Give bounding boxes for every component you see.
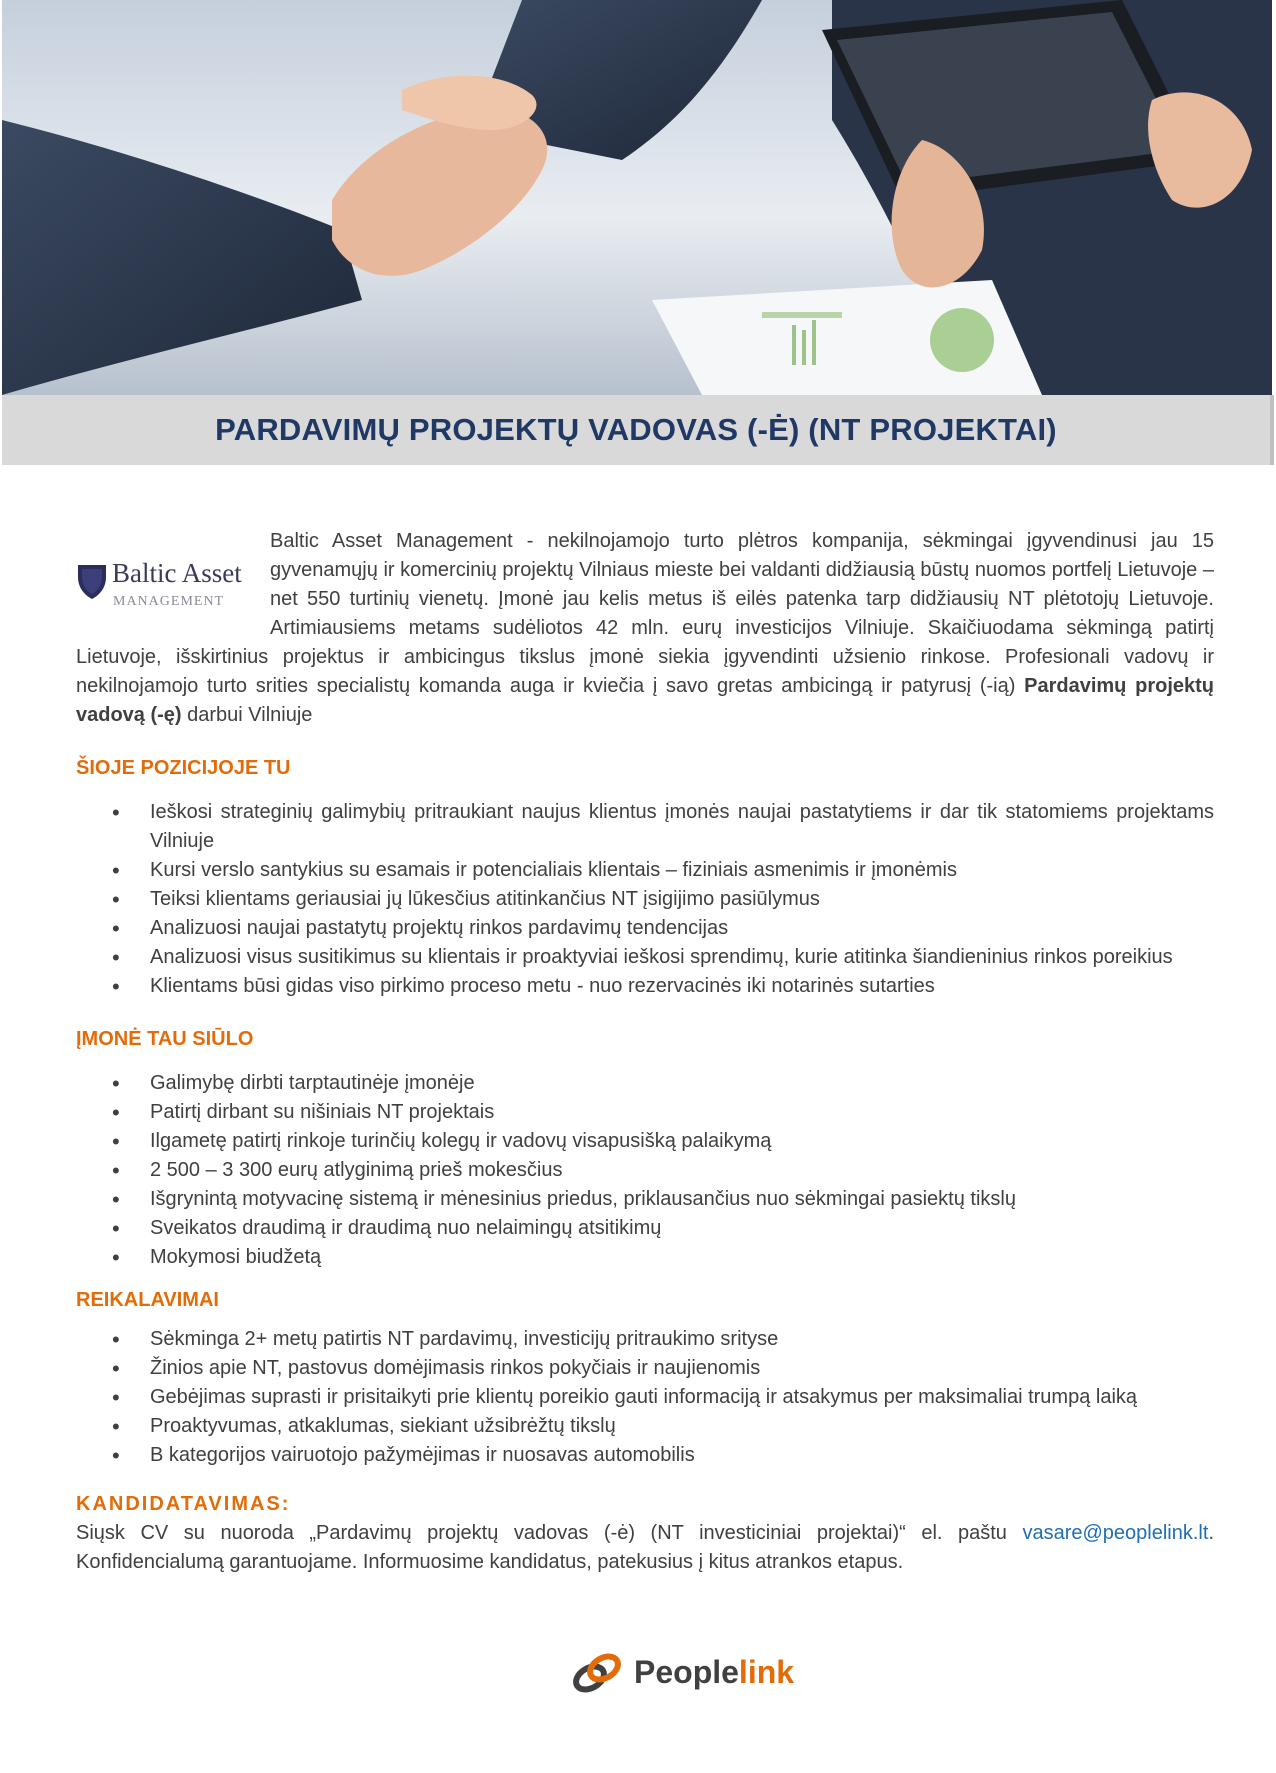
list-item: • Proaktyvumas, atkaklumas, siekiant užsibrėžtų tikslų bbox=[76, 1412, 1214, 1441]
intro-text: Baltic Asset Management - nekilnojamojo turto plėtros kompanija, sėkmingai įgyvendinusi jau 15 gyvenamųjų ir komercinių projektų Vilniaus mieste bei valdanti didžiausią būstų nuomos portfelį Lietuvoje – net 550 turtinių vienetų. Įmonė jau kelis metus iš eilės patenka tarp didžiausių NT plėtotojų Lietuvoje. Artimiausiems metams sudėliotos 42 mln. eurų investicijos Vilniuje. Skaičiuodama sėkmingą patirtį Lietuvoje, išskirtinius projektus ir ambicingus tikslus įmonė siekia įgyvendinti užsienio rinkose. Profesionali vadovų ir nekilnojamojo turto srities specialistų komanda auga ir kviečia į savo gretas ambicingą ir patyrusį (-ią) bbox=[76, 530, 1214, 697]
logo-line-2: MANAGEMENT bbox=[113, 594, 225, 609]
list-item: • Analizuosi naujai pastatytų projektų rinkos pardavimų tendencijas bbox=[76, 914, 1214, 943]
email-link[interactable]: vasare@peoplelink.lt bbox=[1022, 1522, 1209, 1544]
section-heading-requirements: REIKALAVIMAI bbox=[76, 1289, 219, 1311]
apply-text-2: . Konfidencialumą garantuojame. Informuosime kandidatus, patekusius į kitus atrankos etapus. bbox=[76, 1522, 1214, 1573]
list-item: • Išgrynintą motyvacinę sistemą ir mėnesinius priedus, priklausančius nuo sėkmingai pasiektų tikslų bbox=[76, 1185, 1214, 1214]
page-title: PARDAVIMŲ PROJEKTŲ VADOVAS (-Ė) (NT PROJEKTAI) bbox=[215, 412, 1057, 447]
section-heading-position: ŠIOJE POZICIJOJE TU bbox=[76, 757, 291, 779]
intro-paragraph bbox=[76, 527, 1214, 730]
requirements-list bbox=[76, 1325, 1214, 1470]
list-item: • Klientams būsi gidas viso pirkimo proceso metu - nuo rezervacinės iki notarinės sutarties bbox=[76, 972, 1214, 1001]
list-item: • Ilgametę patirtį rinkoje turinčių kolegų ir vadovų visapusišką palaikymą bbox=[76, 1127, 1214, 1156]
list-item: • Teiksi klientams geriausiai jų lūkesčius atitinkančius NT įsigijimo pasiūlymus bbox=[76, 885, 1214, 914]
intro-tail: darbui Vilniuje bbox=[181, 704, 313, 726]
intro-bold: Pardavimų projektų vadovą (-ę) bbox=[76, 675, 1215, 726]
logo-text-people: People bbox=[634, 1654, 739, 1690]
list-item: • Analizuosi visus susitikimus su klientais ir proaktyviai ieškosi sprendimų, kurie atitinka šiandieninius rinkos poreikius bbox=[76, 943, 1214, 972]
list-item: • Sveikatos draudimą ir draudimą nuo nelaimingų atsitikimų bbox=[76, 1214, 1214, 1243]
shield-icon bbox=[76, 561, 108, 601]
hero-image bbox=[2, 0, 1272, 395]
title-bar bbox=[2, 395, 1274, 465]
section-heading-offer: ĮMONĖ TAU SIŪLO bbox=[76, 1028, 254, 1050]
baltic-asset-logo bbox=[76, 531, 254, 623]
list-item: • Sėkminga 2+ metų patirtis NT pardavimų, investicijų pritraukimo srityse bbox=[76, 1325, 1214, 1354]
apply-paragraph bbox=[76, 1519, 1214, 1577]
list-item: • Mokymosi biudžetą bbox=[76, 1243, 1214, 1272]
list-item: • 2 500 – 3 300 eurų atlyginimą prieš mokesčius bbox=[76, 1156, 1214, 1185]
peoplelink-mark-icon bbox=[568, 1646, 628, 1702]
list-item: • Ieškosi strateginių galimybių pritraukiant naujus klientus įmonės naujai pastatytiems ir dar tik statomiems projektams Vilniuje bbox=[76, 798, 1214, 856]
position-list bbox=[76, 798, 1214, 1001]
list-item: • Patirtį dirbant su nišiniais NT projektais bbox=[76, 1098, 1214, 1127]
logo-line-1: Baltic Asset bbox=[112, 558, 242, 588]
job-content bbox=[76, 527, 1214, 1577]
list-item: • B kategorijos vairuotojo pažymėjimas ir nuosavas automobilis bbox=[76, 1441, 1214, 1470]
list-item: • Gebėjimas suprasti ir prisitaikyti prie klientų poreikio gauti informaciją ir atsakymus per maksimaliai trumpą laiką bbox=[76, 1383, 1214, 1412]
list-item: • Žinios apie NT, pastovus domėjimasis rinkos pokyčiais ir naujienomis bbox=[76, 1354, 1214, 1383]
offer-list bbox=[76, 1069, 1214, 1272]
list-item: • Galimybę dirbti tarptautinėje įmonėje bbox=[76, 1069, 1214, 1098]
list-item: • Kursi verslo santykius su esamais ir potencialiais klientais – fiziniais asmenimis ir įmonėmis bbox=[76, 856, 1214, 885]
apply-text-1: Siųsk CV su nuoroda „Pardavimų projektų vadovas (-ė) (NT investiciniai projektai)“ el. paštu bbox=[76, 1522, 1023, 1544]
peoplelink-logo bbox=[568, 1646, 795, 1702]
logo-text-link: link bbox=[738, 1654, 795, 1690]
apply-heading: KANDIDATAVIMAS: bbox=[76, 1493, 291, 1515]
